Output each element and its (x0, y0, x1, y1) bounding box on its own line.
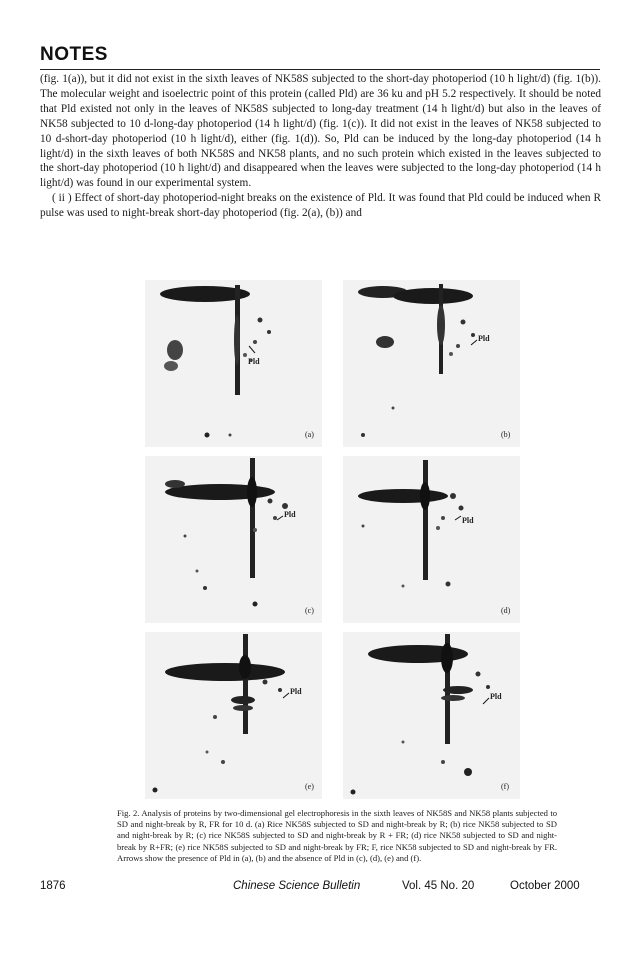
journal-name: Chinese Science Bulletin (233, 880, 361, 892)
pld-label-a: Pld (248, 357, 260, 366)
body-text (40, 72, 601, 221)
publication-date: October 2000 (510, 880, 580, 892)
header-rule (40, 69, 600, 70)
pld-label-c: Pld (284, 510, 296, 519)
pld-label-f: Pld (490, 692, 502, 701)
panel-label-e: (e) (305, 782, 314, 791)
section-header: NOTES (40, 44, 108, 65)
gel-panel-b (343, 280, 520, 447)
pld-label-d: Pld (462, 516, 474, 525)
panel-label-d: (d) (501, 606, 511, 615)
panel-label-c: (c) (305, 606, 314, 615)
page-number: 1876 (40, 880, 66, 892)
volume-issue: Vol. 45 No. 20 (402, 880, 475, 892)
figure-2-gel-panels (145, 280, 520, 800)
pld-label-b: Pld (478, 334, 490, 343)
gel-panel-e (145, 632, 322, 799)
paragraph-2: ( ii ) Effect of short-day photoperiod-night breaks on the existence of Pld. It was found that Pld could be induced when R pulse was used to night-break short-day photoperiod (fig. 2(a), (b)) and (40, 192, 601, 220)
panel-label-a: (a) (305, 430, 314, 439)
gel-panel-a (145, 280, 322, 447)
gel-panel-c (145, 456, 322, 623)
gel-panel-f (343, 632, 520, 799)
panel-label-b: (b) (501, 430, 511, 439)
gel-panel-d (343, 456, 520, 623)
pld-label-e: Pld (290, 687, 302, 696)
panel-label-f: (f) (501, 782, 509, 791)
paragraph-1: (fig. 1(a)), but it did not exist in the sixth leaves of NK58S subjected to the short-day photoperiod (10 h light/d) (fig. 1(b)). The molecular weight and isoelectric point of this protein (called Pld) are 36 ku and pH 5.2 respectively. It should be noted that Pld existed not only in the leaves of NK58S subjected to long-day treatment (14 h light/d) but also in the leaves of NK58 subjected to 10 d-long-day photoperiod (14 h light/d) (fig. 1(c)). It did not exist in the leaves of NK58 subjected to 10 d-short-day photoperiod (10 h light/d), either (fig. 1(d)). So, Pld can be induced by the long-day photoperiod (14 h light/d) in the sixth leaves of both NK58S and NK58 plants, and no such protein which existed in the leaves subjected to the short-day photoperiod (10 h light/d) and disappeared when the leaves were subjected to the long-day photoperiod (14 h light/d) was found in our experimental system. (40, 73, 601, 190)
figure-caption: Fig. 2. Analysis of proteins by two-dimensional gel electrophoresis in the sixth leaves of NK58S and NK58 plants subjected to SD and night-break by R, FR for 10 d. (a) Rice NK58S subjected to SD and night-break by R; (b) rice NK58 subjected to SD and night-break by R; (c) rice NK58S subjected to SD and night-break by R + FR; (d) rice NK58 subjected to SD and night-break by R+FR; (e) rice NK58S subjected to SD and night-break by FR; F, rice NK58 subjected to SD and night-break by FR. Arrows show the presence of Pld in (a), (b) and the absence of Pld in (c), (d), (e) and (f). (117, 808, 557, 863)
